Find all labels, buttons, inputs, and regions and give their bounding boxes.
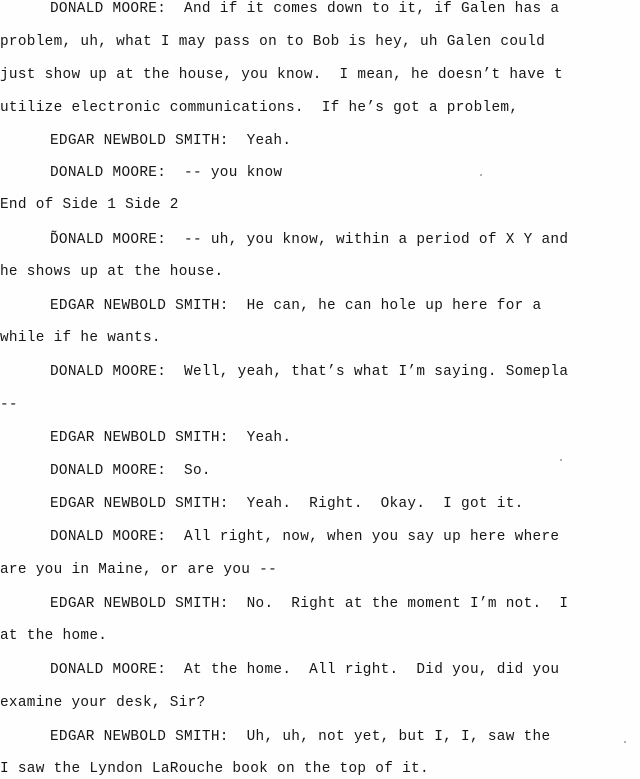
transcript-line: EDGAR NEWBOLD SMITH: He can, he can hole up here for a [50,298,542,314]
scan-speck [480,174,482,176]
transcript-line: D̃ONALD MOORE: -- uh, you know, within a period of X Y and [50,232,569,248]
transcript-line: DONALD MOORE: All right, now, when you say up here where [50,529,560,545]
scan-speck [560,459,562,461]
transcript-line: DONALD MOORE: -- you know [50,165,283,181]
transcript-line: are you in Maine, or are you -- [0,562,278,578]
transcript-line: End of Side 1 Side 2 [0,197,179,213]
transcript-line: EDGAR NEWBOLD SMITH: Yeah. Right. Okay. I got it. [50,496,524,512]
transcript-line: EDGAR NEWBOLD SMITH: Yeah. [50,133,292,149]
transcript-line: problem, uh, what I may pass on to Bob is hey, uh Galen could [0,34,546,50]
transcript-line: DONALD MOORE: At the home. All right. Did you, did you [50,662,560,678]
transcript-line: examine your desk, Sir? [0,695,206,711]
transcript-line: EDGAR NEWBOLD SMITH: Uh, uh, not yet, but I, I, saw the [50,729,551,745]
transcript-line: just show up at the house, you know. I mean, he doesn’t have t [0,67,563,83]
transcript-line: at the home. [0,628,108,644]
transcript-line: EDGAR NEWBOLD SMITH: No. Right at the moment I’m not. I [50,596,569,612]
transcript-line: -- [0,397,18,413]
transcript-line: DONALD MOORE: And if it comes down to it, if Galen has a [50,1,560,17]
scan-speck [624,741,626,743]
transcript-line: DONALD MOORE: So. [50,463,211,479]
transcript-line: utilize electronic communications. If he’s got a problem, [0,100,519,116]
transcript-line: I saw the Lyndon LaRouche book on the top of it. [0,761,429,777]
transcript-line: while if he wants. [0,330,161,346]
transcript-line: EDGAR NEWBOLD SMITH: Yeah. [50,430,292,446]
transcript-line: he shows up at the house. [0,264,224,280]
transcript-line: DONALD MOORE: Well, yeah, that’s what I’m saying. Somepla [50,364,569,380]
